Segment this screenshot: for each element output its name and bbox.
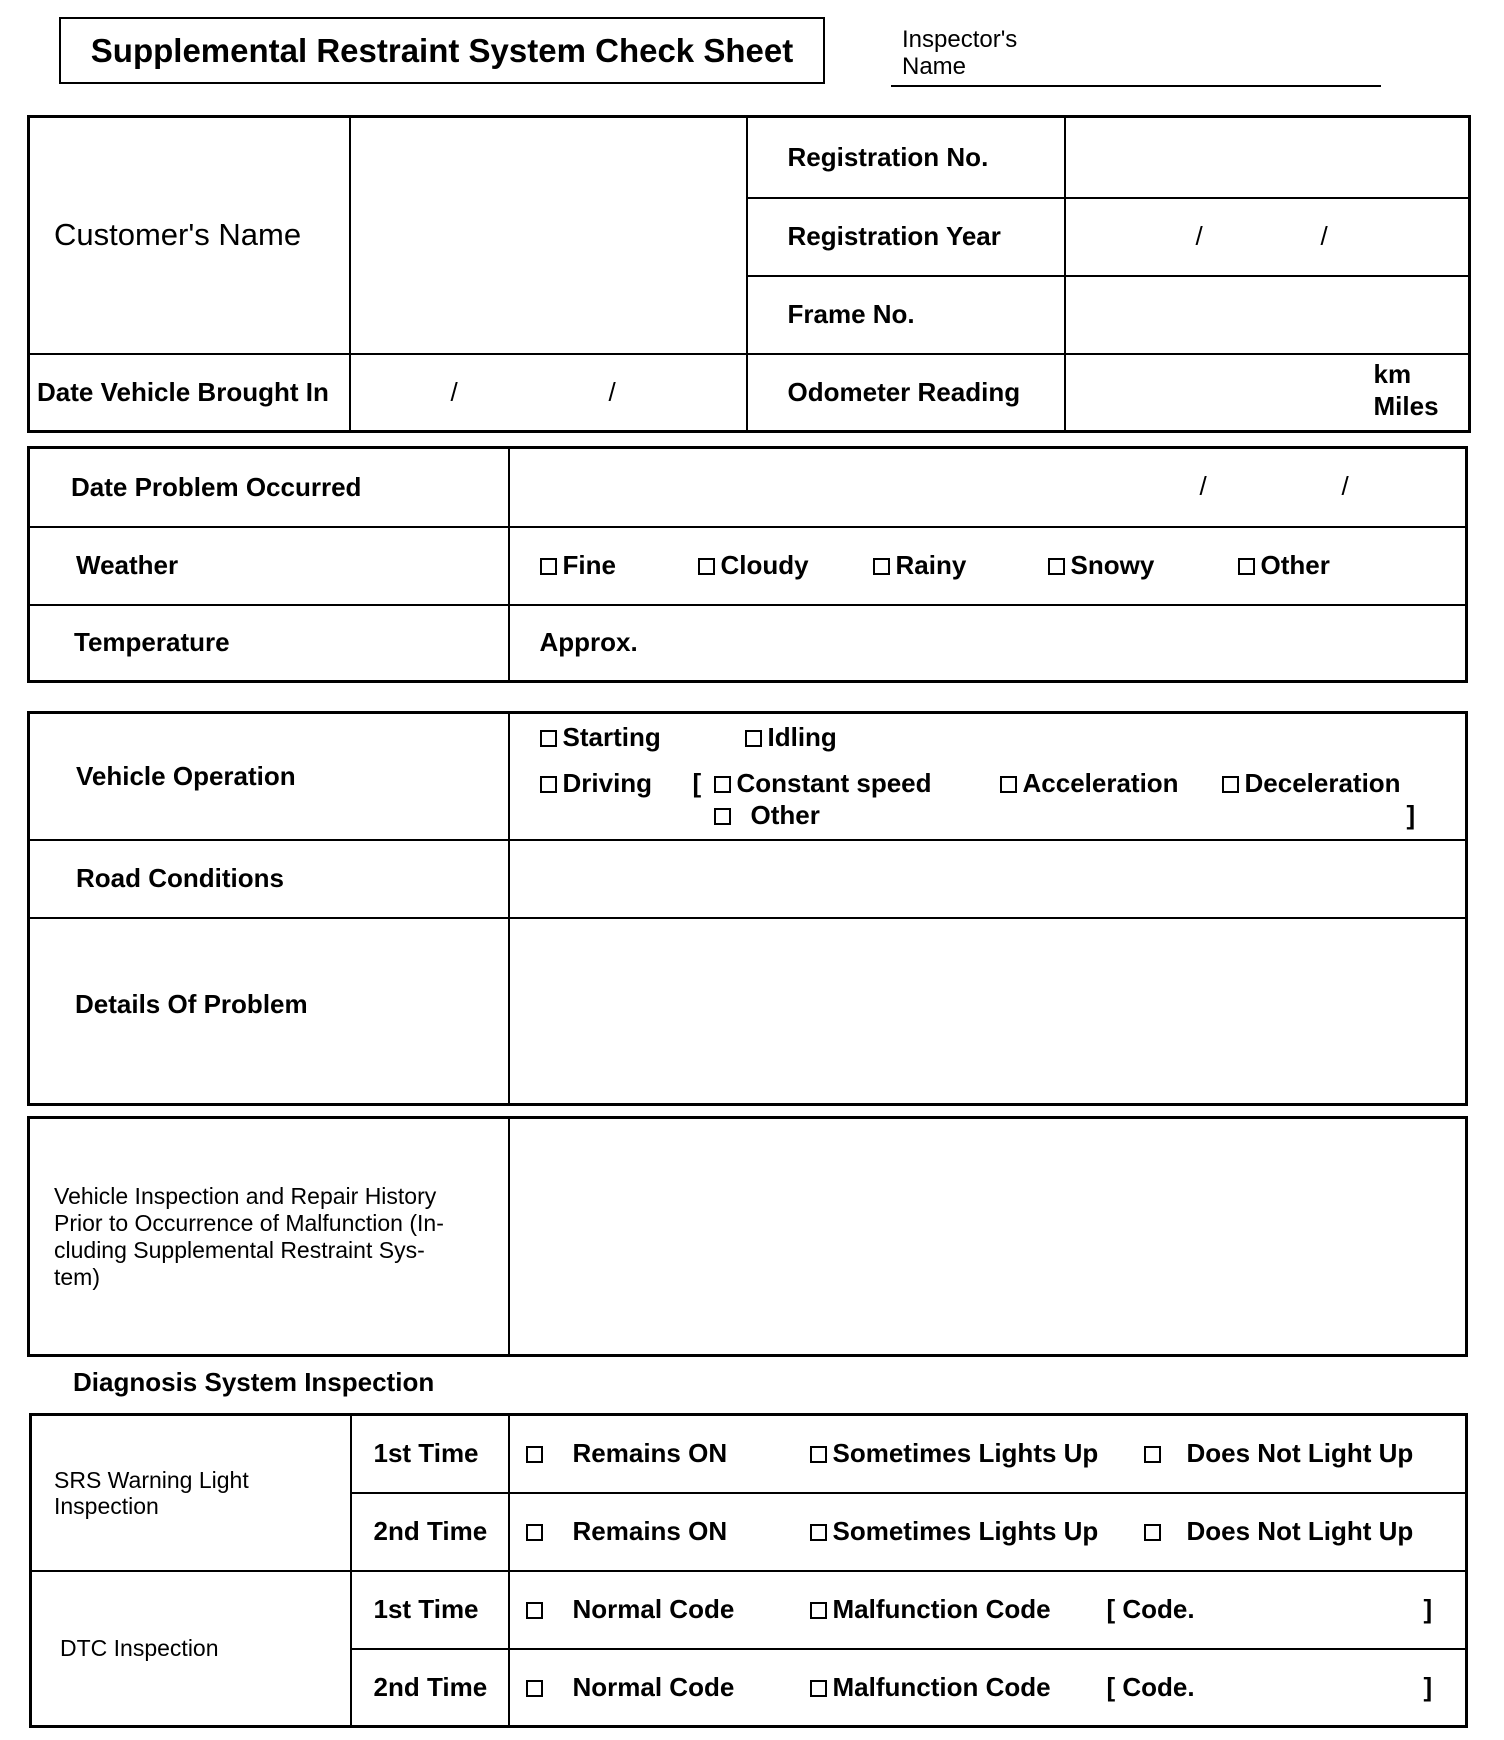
option-label: Rainy [895,549,967,580]
op-idling[interactable] [745,722,837,753]
inspector-label-line2: Name [902,53,967,80]
dtc2-normal[interactable] [526,1672,735,1703]
conditions-table [27,446,1468,683]
date-brought-in-label: Date Vehicle Brought In [29,354,350,432]
odometer-field[interactable] [1065,354,1470,432]
checkbox-icon[interactable] [540,730,557,747]
option-label: Malfunction Code [832,1671,1051,1702]
checkbox-icon[interactable] [810,1524,827,1541]
registration-year-label: Registration Year [747,198,1065,276]
slash: / [608,376,616,407]
temperature-label: Temperature [29,605,509,682]
history-label [29,1118,509,1356]
dtc-first-options [509,1571,1467,1649]
option-label: Sometimes Lights Up [832,1515,1099,1546]
checkbox-icon[interactable] [1222,776,1239,793]
srs-first-label: 1st Time [351,1415,509,1493]
op-starting[interactable] [540,722,661,753]
slash: / [1320,220,1328,251]
option-label: Deceleration [1244,768,1401,798]
registration-year-field[interactable] [1065,198,1470,276]
option-label: Does Not Light Up [1186,1438,1414,1468]
dtc-first-label: 1st Time [351,1571,509,1649]
history-line: Prior to Occurrence of Malfunction (In- [54,1209,444,1236]
code-label: [ Code. [1106,1671,1195,1702]
close-bracket: ] [1423,1593,1433,1624]
dtc-second-options [509,1649,1467,1727]
slash: / [1341,471,1349,501]
weather-cloudy[interactable] [698,550,809,581]
option-label: Remains ON [572,1515,728,1546]
weather-fine[interactable] [540,550,616,581]
operation-table [27,711,1468,1106]
dtc-second-label: 2nd Time [351,1649,509,1727]
miles-unit: Miles [1373,390,1439,421]
option-label: Cloudy [720,549,809,580]
weather-other[interactable] [1238,550,1330,581]
option-label: Snowy [1070,549,1155,580]
dtc2-malfunction[interactable] [810,1672,1051,1703]
weather-snowy[interactable] [1048,550,1155,581]
option-label: Driving [562,768,653,798]
open-bracket: [ [692,768,702,798]
diagnosis-table [29,1413,1468,1728]
frame-no-label: Frame No. [747,276,1065,354]
srs-second-label: 2nd Time [351,1493,509,1571]
checkbox-icon[interactable] [1144,1446,1161,1463]
slash: / [450,376,458,407]
history-field[interactable] [509,1118,1467,1356]
slash: / [1199,471,1207,501]
approx-label: Approx. [539,627,638,658]
date-problem-label: Date Problem Occurred [29,448,509,527]
inspector-name-label [902,26,1017,80]
dtc1-normal[interactable] [526,1594,735,1625]
checkbox-icon[interactable] [810,1680,827,1697]
srs1-remains-on[interactable] [526,1438,728,1469]
date-brought-in-field[interactable] [350,354,747,432]
vehicle-operation-label: Vehicle Operation [29,713,509,840]
checkbox-icon[interactable] [526,1680,543,1697]
close-bracket: ] [1406,800,1416,830]
inspector-label-line1: Inspector's [902,26,1018,53]
history-line: cluding Supplemental Restraint Sys- [54,1236,425,1263]
history-table [27,1116,1468,1357]
srs1-sometimes[interactable] [810,1438,1099,1469]
option-label: Normal Code [572,1593,735,1624]
option-label: Does Not Light Up [1186,1515,1414,1546]
srs-label [31,1415,351,1571]
temperature-field[interactable] [509,605,1467,682]
code-label: [ Code. [1106,1593,1195,1624]
op-driving[interactable] [540,768,653,799]
checkbox-icon[interactable] [540,558,557,575]
weather-label: Weather [29,527,509,605]
op-acceleration[interactable] [1000,768,1179,799]
weather-options [509,527,1467,605]
history-line: Vehicle Inspection and Repair History [54,1182,437,1209]
checkbox-icon[interactable] [540,776,557,793]
frame-no-field[interactable] [1065,276,1470,354]
srs-first-options [509,1415,1467,1493]
page-title: Supplemental Restraint System Check Sheet [59,17,825,84]
km-unit: km [1373,358,1412,389]
checkbox-icon[interactable] [714,776,731,793]
odometer-label: Odometer Reading [747,354,1065,432]
srs2-sometimes[interactable] [810,1516,1099,1547]
checkbox-icon[interactable] [873,558,890,575]
checkbox-icon[interactable] [1144,1524,1161,1541]
checkbox-icon[interactable] [526,1446,543,1463]
checkbox-icon[interactable] [1048,558,1065,575]
inspector-name-field[interactable] [891,85,1381,87]
op-constant-speed[interactable] [714,768,932,799]
option-label: Fine [562,549,616,580]
checkbox-icon[interactable] [714,808,731,825]
checkbox-icon[interactable] [698,558,715,575]
checkbox-icon[interactable] [1238,558,1255,575]
checkbox-icon[interactable] [1000,776,1017,793]
srs-second-options [509,1493,1467,1571]
vehicle-operation-options [509,713,1467,840]
option-label: Idling [767,722,837,752]
road-conditions-field[interactable] [509,840,1467,918]
option-label: Malfunction Code [832,1593,1051,1624]
close-bracket: ] [1423,1671,1433,1702]
option-label: Remains ON [572,1438,728,1468]
srs1-not-light[interactable] [1144,1438,1414,1469]
checkbox-icon[interactable] [810,1446,827,1463]
op-other[interactable] [714,800,820,831]
option-label: Other [750,800,820,830]
details-label: Details Of Problem [29,918,509,1105]
weather-rainy[interactable] [873,550,967,581]
srs-label-line: Inspection [54,1492,159,1519]
customer-name-field[interactable] [350,117,747,354]
checkbox-icon[interactable] [526,1524,543,1541]
srs-label-line: SRS Warning Light [54,1466,249,1493]
details-field[interactable] [509,918,1467,1105]
option-label: Starting [562,722,661,752]
diagnosis-heading: Diagnosis System Inspection [73,1367,435,1397]
registration-no-label: Registration No. [747,117,1065,198]
option-label: Acceleration [1022,768,1179,798]
history-line: tem) [54,1263,100,1290]
srs2-not-light[interactable] [1144,1516,1414,1547]
slash: / [1195,220,1203,251]
checkbox-icon[interactable] [810,1602,827,1619]
srs2-remains-on[interactable] [526,1516,728,1547]
option-label: Normal Code [572,1671,735,1702]
dtc1-malfunction[interactable] [810,1594,1051,1625]
option-label: Sometimes Lights Up [832,1438,1099,1468]
date-problem-field[interactable] [509,448,1467,527]
checkbox-icon[interactable] [745,730,762,747]
registration-no-field[interactable] [1065,117,1470,198]
vehicle-info-table [27,115,1471,433]
op-deceleration[interactable] [1222,768,1401,799]
option-label: Other [1260,549,1330,580]
dtc-label: DTC Inspection [31,1571,351,1727]
checkbox-icon[interactable] [526,1602,543,1619]
option-label: Constant speed [736,768,932,798]
road-conditions-label: Road Conditions [29,840,509,918]
customer-name-label: Customer's Name [29,117,350,354]
